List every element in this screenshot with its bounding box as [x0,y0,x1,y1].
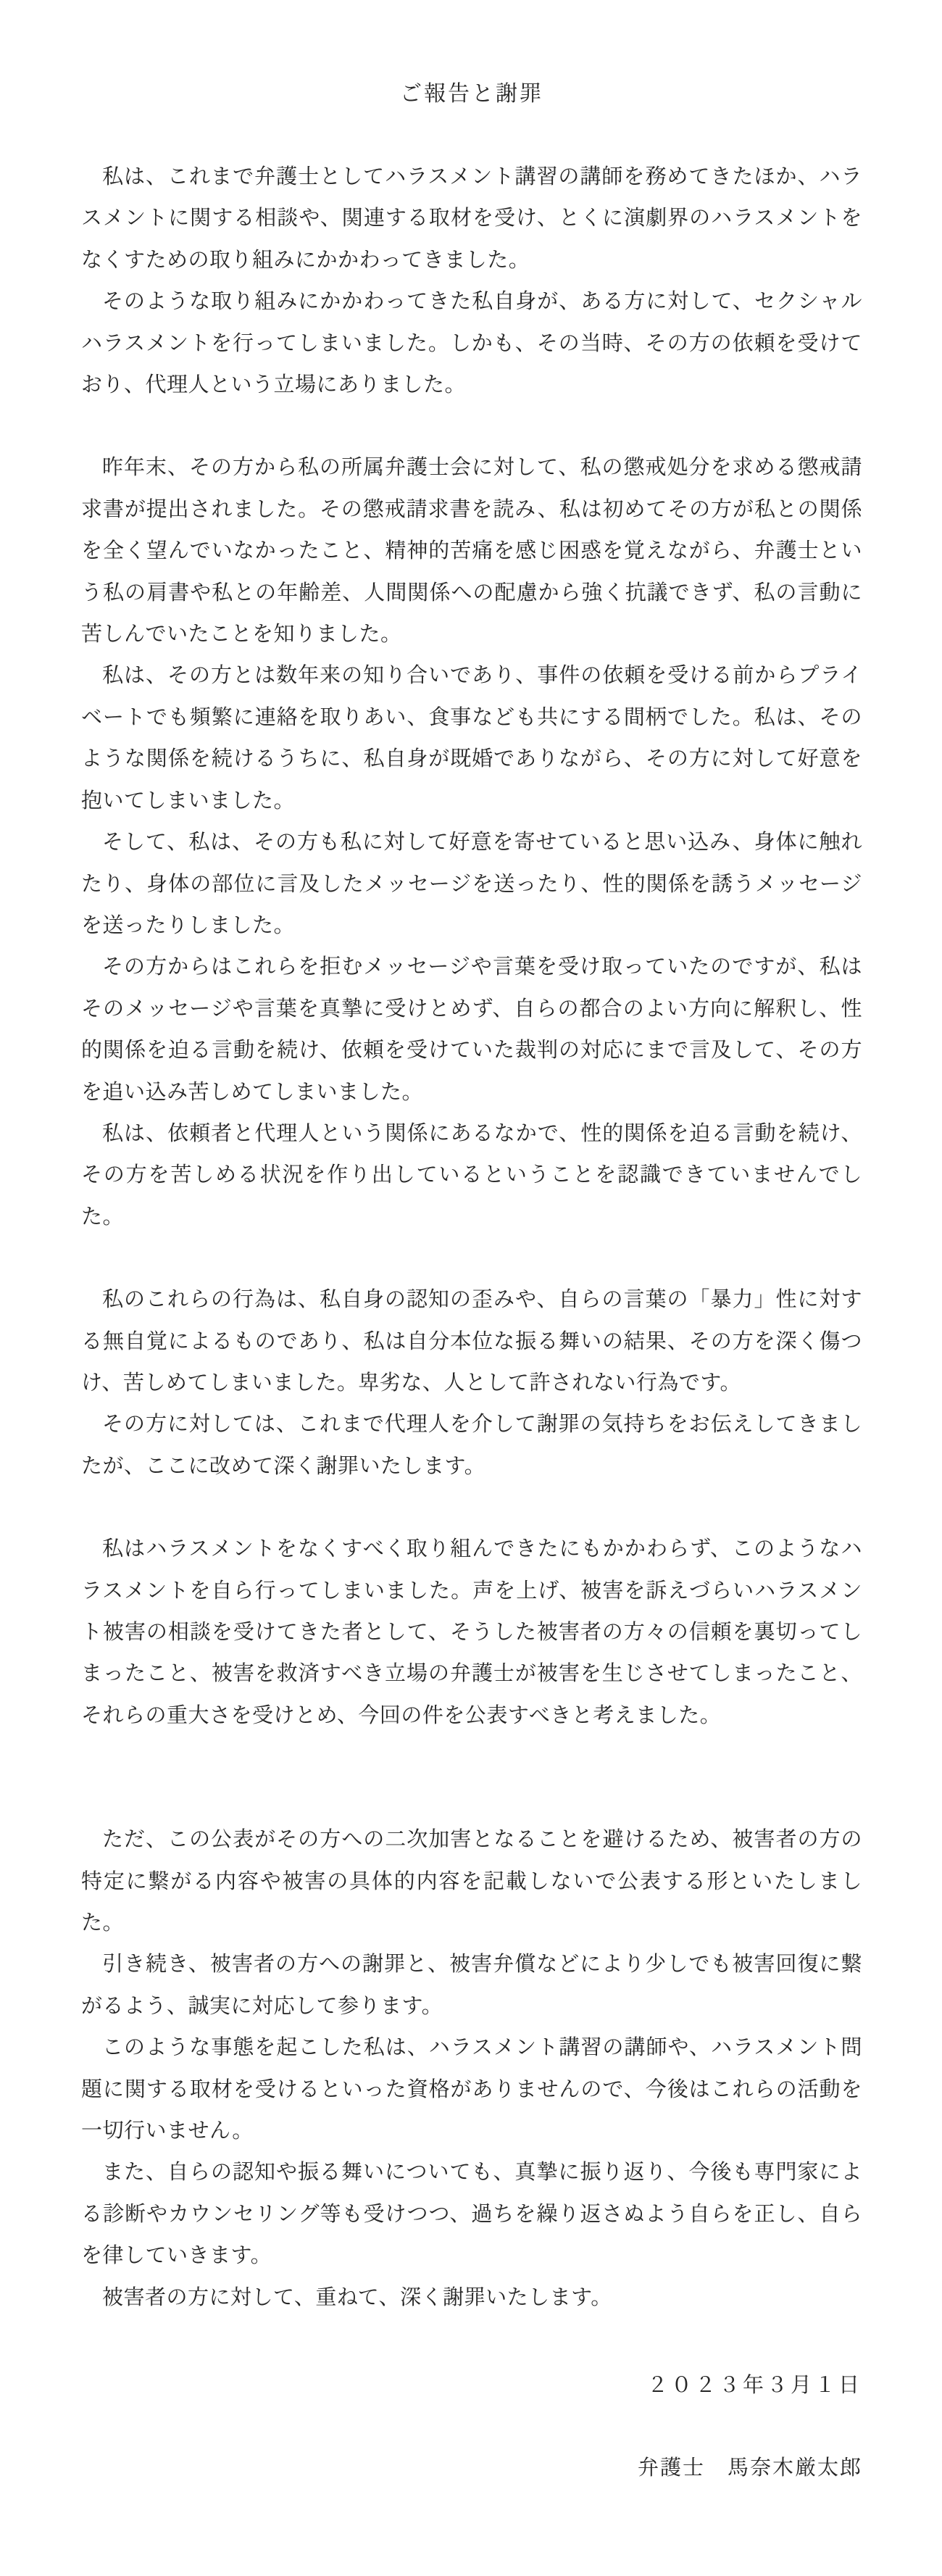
document-title: ご報告と謝罪 [400,82,543,106]
section-introduction [81,157,862,406]
document-date: ２０２３年３月１日 [646,2374,862,2398]
paragraph: そのような取り組みにかかわってきた私自身が、ある方に対して、セクシャルハラスメントを行ってしまいました。しかも、その当時、その方の依頼を受けており、代理人という立場にありました。 [81,290,862,397]
paragraph: 被害者の方に対して、重ねて、深く謝罪いたします。 [102,2285,612,2309]
paragraph: そして、私は、その方も私に対して好意を寄せていると思い込み、身体に触れたり、身体の部位に言及したメッセージを送ったり、性的関係を誘うメッセージを送ったりしました。 [81,831,862,937]
paragraph: ただ、この公表がその方への二次加害となることを避けるため、被害者の方の特定に繋がる内容や被害の具体的内容を記載しないで公表する形といたしました。 [81,1828,862,1935]
paragraph: また、自らの認知や振る舞いについても、真摯に振り返り、今後も専門家による診断やカウンセリング等も受けつつ、過ちを繰り返さぬよう自らを正し、自らを律していきます。 [81,2161,862,2268]
paragraph: このような事態を起こした私は、ハラスメント講習の講師や、ハラスメント問題に関する取材を受けるといった資格がありませんので、今後はこれらの活動を一切行いません。 [81,2036,862,2143]
section-acknowledgement [81,1279,862,1487]
paragraph: 私は、これまで弁護士としてハラスメント講習の講師を務めてきたほか、ハラスメントに関する相談や、関連する取材を受け、とくに演劇界のハラスメントをなくすための取り組みにかかわってきました。 [81,165,862,272]
paragraph: 私はハラスメントをなくすべく取り組んできたにもかかわらず、このようなハラスメントを自ら行ってしまいました。声を上げ、被害を訴えづらいハラスメント被害の相談を受けてきた者として、そうした被害者の方々の信頼を裏切ってしまったこと、被害を救済すべき立場の弁護士が被害を生じさせてしまったこと、それらの重大さを受けとめ、今回の件を公表すべきと考えました。 [81,1537,862,1727]
paragraph: 私は、その方とは数年来の知り合いであり、事件の依頼を受ける前からプライベートでも頻繁に連絡を取りあい、食事なども共にする間柄でした。私は、そのような関係を続けるうちに、私自身が既婚でありながら、その方に対して好意を抱いてしまいました。 [81,664,862,813]
paragraph: その方からはこれらを拒むメッセージや言葉を受け取っていたのですが、私はそのメッセージや言葉を真摯に受けとめず、自らの都合のよい方向に解釈し、性的関係を迫る言動を続け、依頼を受けていた裁判の対応にまで言及して、その方を追い込み苦しめてしまいました。 [81,955,862,1104]
paragraph: 私は、依頼者と代理人という関係にあるなかで、性的関係を迫る言動を続け、その方を苦しめる状況を作り出しているということを認識できていませんでした。 [81,1121,862,1229]
section-future-actions [81,1819,862,2319]
section-disclosure-reason [81,1529,862,1737]
paragraph: その方に対しては、これまで代理人を介して謝罪の気持ちをお伝えしてきましたが、ここに改めて深く謝罪いたします。 [81,1413,862,1478]
paragraph: 引き続き、被害者の方への謝罪と、被害弁償などにより少しでも被害回復に繋がるよう、誠実に対応して参ります。 [81,1953,862,2018]
paragraph: 昨年末、その方から私の所属弁護士会に対して、私の懲戒処分を求める懲戒請求書が提出されました。その懲戒請求書を読み、私は初めてその方が私との関係を全く望んでいなかったこと、精神的苦痛を感じ困惑を覚えながら、弁護士という私の肩書や私との年齢差、人間関係への配慮から強く抗議できず、私の言動に苦しんでいたことを知りました。 [81,456,862,647]
document-signature: 弁護士 馬奈木厳太郎 [637,2456,862,2480]
paragraph: 私のこれらの行為は、私自身の認知の歪みや、自らの言葉の「暴力」性に対する無自覚によるものであり、私は自分本位な振る舞いの結果、その方を深く傷つけ、苦しめてしまいました。卑劣な、人として許されない行為です。 [81,1288,862,1395]
section-background [81,447,862,1238]
